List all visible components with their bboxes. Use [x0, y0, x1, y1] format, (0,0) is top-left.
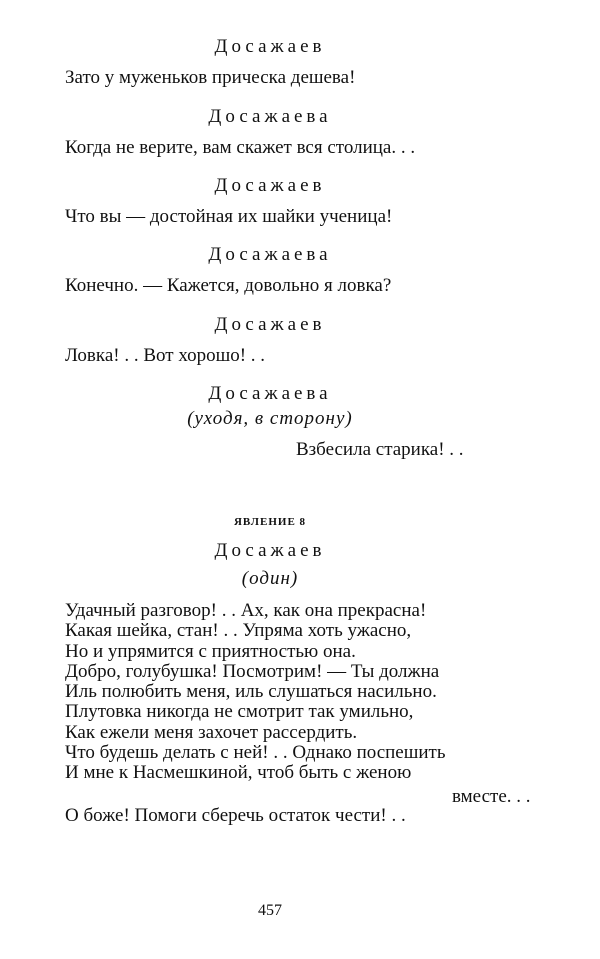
scene-heading: ЯВЛЕНИЕ 8: [233, 516, 307, 528]
stage-direction: (один): [241, 568, 299, 589]
page-number: 457: [258, 902, 282, 919]
speaker-name: Досажаев: [214, 314, 326, 335]
dialogue-line: Конечно. — Кажется, довольно я ловка?: [65, 275, 392, 296]
dialogue-line: Когда не верите, вам скажет вся столица. . .: [65, 137, 416, 158]
dialogue-line: Взбесила старика! . .: [296, 439, 464, 460]
dialogue-line: Что вы — достойная их шайки ученица!: [65, 206, 393, 227]
verse-line: Удачный разговор! . . Ах, как она прекрасна!: [65, 600, 427, 621]
speaker-name: Досажаева: [208, 106, 332, 127]
speaker-name: Досажаева: [208, 244, 332, 265]
speaker-name: Досажаев: [214, 175, 326, 196]
verse-line: Но и упрямится с приятностью она.: [65, 641, 356, 662]
verse-line: Иль полюбить меня, иль слушаться насильно.: [65, 681, 437, 702]
verse-line: Добро, голубушка! Посмотрим! — Ты должна: [65, 661, 440, 682]
dialogue-line: Зато у муженьков прическа дешева!: [65, 67, 356, 88]
speaker-name: Досажаев: [214, 540, 326, 561]
speaker-name: Досажаева: [208, 383, 332, 404]
verse-line: Плутовка никогда не смотрит так умильно,: [65, 701, 414, 722]
verse-continuation: вместе. . .: [452, 786, 531, 807]
verse-line: Как ежели меня захочет рассердить.: [65, 722, 358, 743]
speaker-name: Досажаев: [214, 36, 326, 57]
dialogue-line: Ловка! . . Вот хорошо! . .: [65, 345, 266, 366]
verse-line: Что будешь делать с ней! . . Однако поспешить: [65, 742, 446, 763]
verse-line: Какая шейка, стан! . . Упряма хоть ужасно,: [65, 620, 412, 641]
stage-direction: (уходя, в сторону): [187, 408, 353, 429]
verse-line: О боже! Помоги сберечь остаток чести! . .: [65, 805, 406, 826]
verse-line: И мне к Насмешкиной, чтоб быть с женою: [65, 762, 412, 783]
